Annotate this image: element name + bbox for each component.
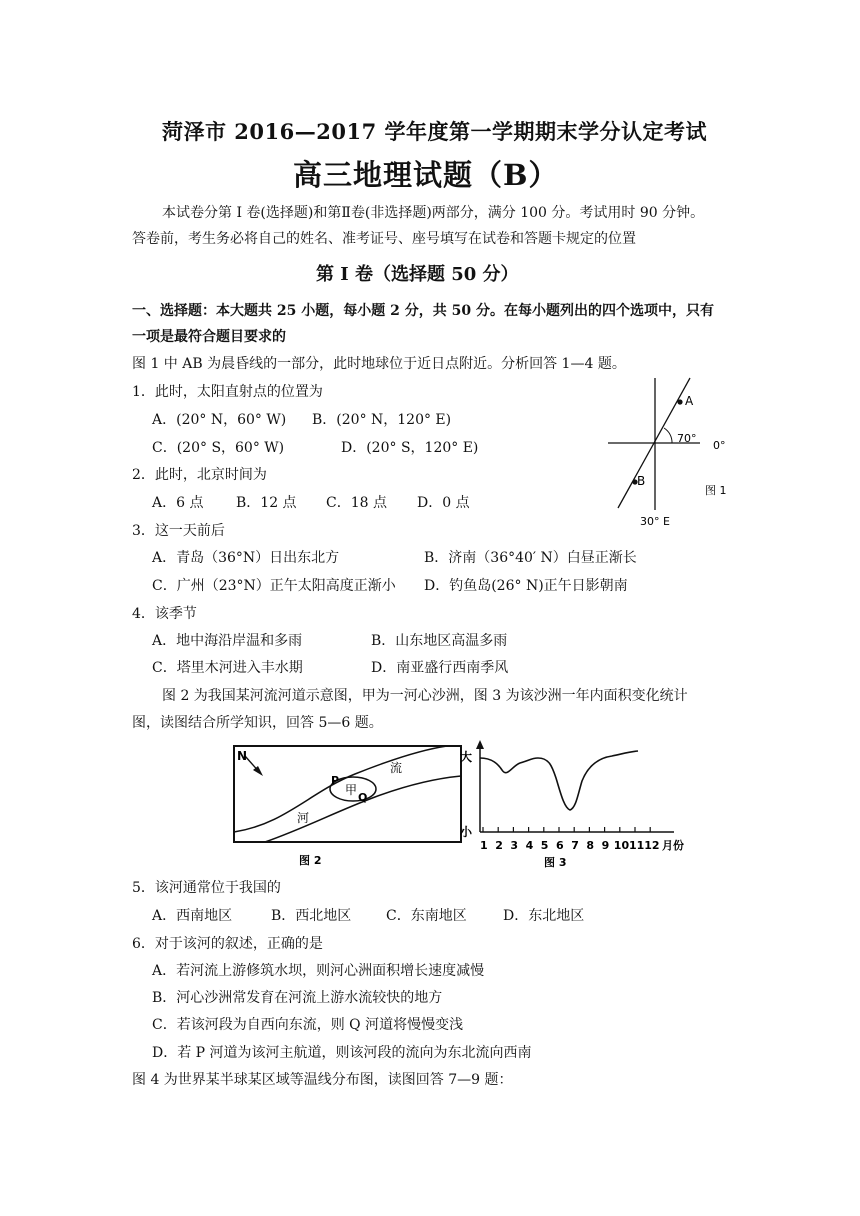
month-label: 11 (629, 839, 645, 852)
y-axis-arrow-icon (476, 740, 484, 749)
angle-arc (664, 428, 672, 443)
latitude-label: 0° (713, 439, 726, 452)
instructions-line-2: 一项是最符合题目要求的 (132, 329, 286, 345)
y-top-label: 大 (460, 750, 473, 764)
figure-1-caption: 图 1 (705, 484, 727, 497)
month-label: 9 (601, 839, 610, 852)
q1-option-d: D．(20° S，120° E) (341, 440, 479, 456)
angle-label: 70° (677, 432, 697, 445)
y-bottom-label: 小 (460, 825, 473, 839)
q3-stem: 3．这一天前后 (132, 523, 225, 539)
q3-option-b: B．济南（36°40′ N）白昼正渐长 (424, 550, 637, 566)
month-label: 8 (586, 839, 595, 852)
x-unit-label: 月份 (662, 839, 684, 852)
q3-option-c: C．广州（23°N）正午太阳高度正渐小 (152, 578, 396, 594)
month-label: 12 (644, 839, 660, 852)
section-title: 第 I 卷（选择题 50 分） (316, 264, 519, 285)
q6-option-b: B．河心沙洲常发育在河流上游水流较快的地方 (152, 990, 443, 1006)
fig1-intro: 图 1 中 AB 为晨昏线的一部分，此时地球位于近日点附近。分析回答 1—4 题。 (132, 356, 626, 372)
q1-option-a: A．(20° N，60° W) (152, 412, 287, 428)
point-a (677, 399, 682, 404)
month-label: 2 (495, 839, 503, 852)
q1-stem: 1．此时，太阳直射点的位置为 (132, 384, 323, 400)
q2-option-b: B．12 点 (236, 495, 297, 511)
q6-stem: 6．对于该河的叙述，正确的是 (132, 936, 323, 952)
north-label: N (237, 749, 248, 763)
label-b: B (637, 474, 646, 488)
q-label: Q (358, 791, 368, 804)
figure-1 (600, 370, 750, 530)
q4-option-c: C．塔里木河进入丰水期 (152, 660, 303, 676)
fig23-intro-line-2: 图，读图结合所学知识，回答 5—6 题。 (132, 715, 383, 731)
label-a: A (685, 394, 694, 408)
month-label: 5 (540, 839, 549, 852)
fig23-intro-line-1: 图 2 为我国某河流河道示意图，甲为一河心沙洲，图 3 为该沙洲一年内面积变化统计 (162, 688, 688, 704)
q2-stem: 2．此时，北京时间为 (132, 467, 267, 483)
q4-option-a: A．地中海沿岸温和多雨 (152, 633, 303, 649)
q4-option-d: D．南亚盛行西南季风 (371, 660, 509, 676)
month-label: 6 (556, 839, 564, 852)
q5-option-a: A．西南地区 (152, 908, 233, 924)
month-label: 7 (571, 839, 579, 852)
q3-option-d: D．钓鱼岛(26° N)正午日影朝南 (424, 578, 628, 594)
q5-option-b: B．西北地区 (271, 908, 352, 924)
month-label: 4 (525, 839, 534, 852)
river-char-1: 流 (390, 761, 403, 775)
exam-title: 菏泽市 2016—2017 学年度第一学期期末学分认定考试 (162, 119, 708, 144)
river-bank-upper (234, 746, 447, 832)
q4-option-b: B．山东地区高温多雨 (371, 633, 508, 649)
paper-subtitle: 高三地理试题（B） (293, 158, 559, 192)
q2-option-d: D．0 点 (417, 495, 470, 511)
month-label: 10 (613, 839, 630, 852)
q5-option-c: C．东南地区 (386, 908, 467, 924)
month-labels (480, 839, 660, 852)
q1-option-b: B．(20° N，120° E) (312, 412, 452, 428)
intro-line-2: 答卷前，考生务必将自己的姓名、准考证号、座号填写在试卷和答题卡规定的位置 (132, 231, 636, 247)
p-label: P (331, 774, 340, 787)
month-label: 1 (480, 839, 488, 852)
q6-option-a: A．若河流上游修筑水坝，则河心洲面积增长速度减慢 (152, 963, 485, 979)
month-label: 3 (510, 839, 519, 852)
q2-option-c: C．18 点 (326, 495, 387, 511)
area-curve (480, 751, 638, 810)
river-char-2: 河 (297, 811, 310, 825)
river-bank-lower (265, 776, 461, 842)
figure-2 (225, 742, 473, 870)
q5-stem: 5．该河通常位于我国的 (132, 880, 281, 896)
figure-2-caption: 图 2 (299, 854, 322, 867)
figure-3 (452, 736, 692, 872)
island-label: 甲 (345, 783, 358, 797)
q5-option-d: D．东北地区 (503, 908, 585, 924)
intro-line-1: 本试卷分第 I 卷(选择题)和第Ⅱ卷(非选择题)两部分，满分 100 分。考试用时 90 分钟。 (162, 205, 705, 221)
q6-option-d: D．若 P 河道为该河主航道，则该河段的流向为东北流向西南 (152, 1045, 532, 1061)
q4-stem: 4．该季节 (132, 606, 197, 622)
q1-option-c: C．(20° S，60° W) (152, 440, 285, 456)
instructions-line-1: 一、选择题：本大题共 25 小题，每小题 2 分，共 50 分。在每小题列出的四个选项中，只有 (132, 303, 714, 319)
q6-option-c: C．若该河段为自西向东流，则 Q 河道将慢慢变浅 (152, 1017, 464, 1033)
q3-option-a: A．青岛（36°N）日出东北方 (152, 550, 340, 566)
longitude-label: 30° E (640, 515, 670, 528)
fig4-intro: 图 4 为世界某半球某区域等温线分布图，读图回答 7—9 题： (132, 1072, 513, 1088)
figure-3-caption: 图 3 (544, 856, 567, 869)
q2-option-a: A．6 点 (152, 495, 204, 511)
